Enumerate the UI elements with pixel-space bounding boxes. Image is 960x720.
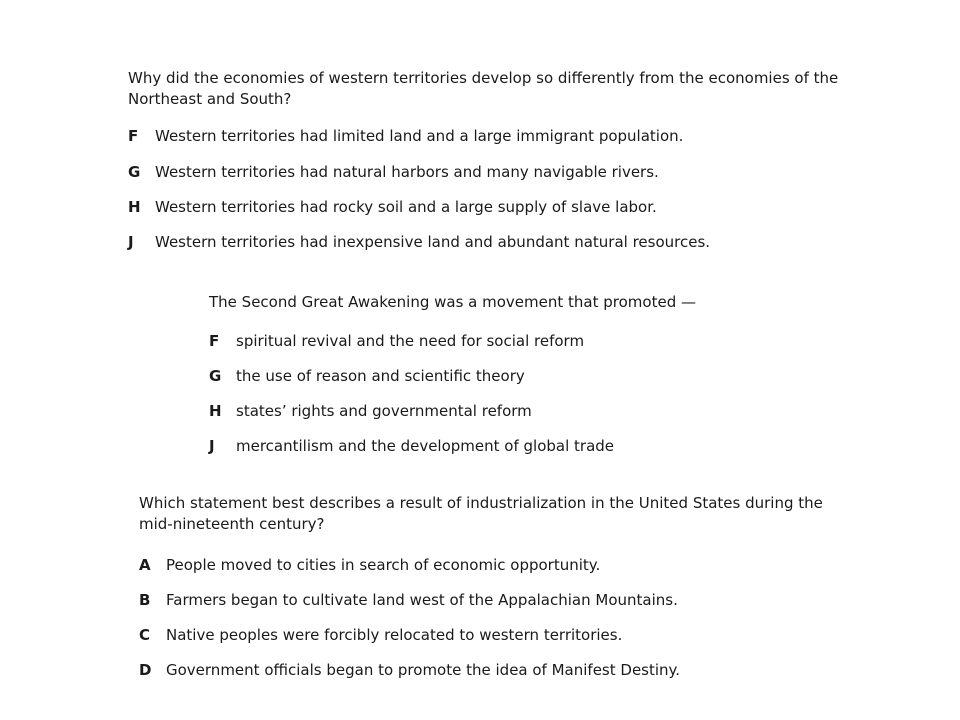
option-letter: G [209, 367, 222, 385]
option-letter: B [139, 591, 151, 609]
option-text: Western territories had inexpensive land and abundant natural resources. [155, 233, 711, 251]
option-letter: H [128, 198, 141, 216]
option-letter: A [139, 556, 151, 574]
option-text: Western territories had natural harbors and many navigable rivers. [155, 163, 659, 181]
option-text: Native peoples were forcibly relocated to western territories. [166, 626, 623, 644]
option-text: Government officials began to promote the idea of Manifest Destiny. [166, 661, 681, 679]
option-text: the use of reason and scientific theory [236, 367, 525, 385]
option-text: Western territories had rocky soil and a large supply of slave labor. [155, 198, 657, 216]
option-letter: J [128, 233, 134, 251]
question-1-stem: Why did the economies of western territories develop so differently from the economies of the Northeast and South? [128, 69, 839, 108]
option-letter: H [209, 402, 222, 420]
option-text: mercantilism and the development of global trade [236, 437, 615, 455]
question-1 [128, 68, 868, 258]
question-2-option-j[interactable] [209, 436, 614, 456]
option-letter: D [139, 661, 152, 679]
option-text: spiritual revival and the need for social reform [236, 332, 585, 350]
option-letter: C [139, 626, 151, 644]
question-3-option-c[interactable] [139, 625, 622, 645]
question-1-option-f[interactable] [128, 126, 683, 146]
option-text: Farmers began to cultivate land west of the Appalachian Mountains. [166, 591, 678, 609]
option-letter: F [128, 127, 139, 145]
option-text: states’ rights and governmental reform [236, 402, 532, 420]
option-text: Western territories had limited land and a large immigrant population. [155, 127, 684, 145]
option-letter: G [128, 163, 141, 181]
question-3-option-a[interactable] [139, 555, 600, 575]
option-letter: F [209, 332, 220, 350]
question-2-option-g[interactable] [209, 366, 525, 386]
question-1-option-g[interactable] [128, 162, 659, 182]
question-3 [139, 493, 859, 688]
question-3-stem: Which statement best describes a result of industrialization in the United States during the mid-nineteenth century? [139, 494, 823, 533]
question-2-option-f[interactable] [209, 331, 584, 351]
option-text: People moved to cities in search of economic opportunity. [166, 556, 601, 574]
question-1-option-j[interactable] [128, 232, 710, 252]
question-2-option-h[interactable] [209, 401, 532, 421]
option-letter: J [209, 437, 215, 455]
question-2 [209, 292, 809, 462]
question-3-option-d[interactable] [139, 660, 680, 680]
question-2-stem: The Second Great Awakening was a movement that promoted — [209, 293, 696, 311]
question-1-option-h[interactable] [128, 197, 657, 217]
question-3-option-b[interactable] [139, 590, 678, 610]
